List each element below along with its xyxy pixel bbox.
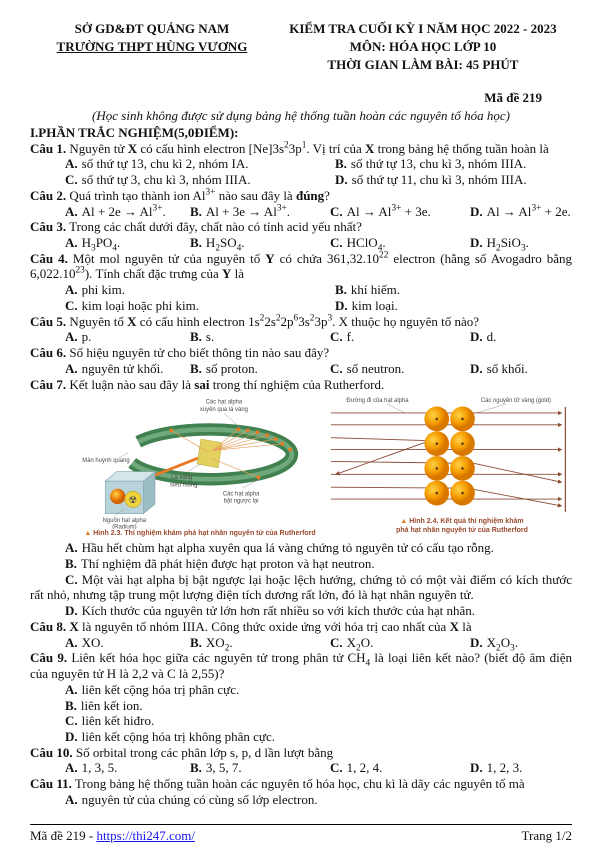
option-key: A.: [65, 203, 78, 219]
answer-option: [30, 572, 572, 603]
rutherford-result-figure: [326, 395, 598, 535]
question-label: Câu 8.: [30, 618, 67, 634]
option-text: $Al \to Al^{3+} + 3e$.: [346, 203, 431, 219]
option-text: 1, 2, 4.: [346, 760, 383, 776]
department-name: SỞ GD&ĐT QUẢNG NAM: [74, 21, 230, 36]
option-text: số khối.: [486, 360, 528, 376]
gold-foil: [197, 439, 222, 468]
option-text: $X_2O$.: [346, 634, 374, 654]
question-4: [30, 251, 572, 314]
rutherford-experiment-figure: [80, 395, 320, 538]
answer-option: [30, 540, 572, 556]
option-text: số thứ tự 13, chu kì 2, nhóm IA.: [81, 156, 249, 172]
question-10: [30, 745, 572, 776]
option-key: A.: [65, 791, 78, 807]
answer-option: [330, 235, 470, 254]
option-text: số proton.: [205, 360, 258, 376]
option-key: C.: [65, 172, 78, 188]
label-alpha-source: Nguồn hạt alpha: [102, 518, 147, 525]
section-title: I.PHẦN TRẮC NGHIỆM(5,0ĐIỂM):: [30, 125, 239, 140]
option-text: XO.: [81, 634, 104, 650]
question-text: Nguyên tố X có cấu hình electron $1s^22s^22p^63s^23p^3$. X thuộc họ nguyên tố nào?: [69, 313, 480, 329]
answer-option: [65, 760, 190, 776]
answer-option: [190, 329, 330, 345]
option-key: B.: [65, 697, 77, 713]
answer-option: [65, 298, 335, 314]
answer-option: [65, 329, 190, 345]
option-key: D.: [470, 235, 483, 251]
option-key: C.: [65, 571, 78, 587]
option-key: C.: [65, 713, 78, 729]
answer-option: [65, 361, 190, 377]
option-key: C.: [330, 360, 343, 376]
label-fluorescent-screen: Màn huỳnh quang: [82, 458, 130, 465]
question-5: [30, 314, 572, 345]
option-key: B.: [335, 156, 347, 172]
option-key: A.: [65, 282, 78, 298]
option-text: $H_2SO_4$.: [205, 235, 245, 254]
option-text: số thứ tự 3, chu kì 3, nhóm IIIA.: [81, 172, 251, 188]
exam-subject: MÔN: HÓA HỌC LỚP 10: [349, 39, 497, 55]
label-alpha-through-2: xuyên qua lá vàng: [199, 407, 248, 414]
option-key: D.: [65, 603, 78, 619]
footer-left: [30, 828, 195, 844]
caption-triangle-icon: ▲: [84, 530, 92, 538]
question-label: Câu 1.: [30, 140, 67, 156]
answer-option: [190, 204, 330, 220]
answer-option: [30, 603, 572, 619]
label-gold-foil-2: siêu mỏng: [170, 482, 198, 489]
footer-link[interactable]: https://thi247.com/: [96, 828, 196, 844]
rutherford-result-diagram: [326, 395, 598, 517]
question-6: [30, 345, 572, 376]
options: [30, 156, 572, 187]
answer-option: [330, 204, 470, 220]
option-text: Một vài hạt alpha bị bật ngược lại hoặc lệch hướng, chứng tỏ có một vài điểm có kích thước rất nhỏ, nhưng tập trung một lượng điện tích dương rất lớn, đó là hạt nhân nguyên tử.: [30, 571, 572, 603]
option-text: số thứ tự 13, chu kì 3, nhóm IIIA.: [350, 156, 527, 172]
exam-code: Mã đề 219: [484, 89, 542, 105]
answer-option: [335, 298, 572, 314]
answer-option: [190, 634, 330, 654]
option-key: C.: [330, 235, 343, 251]
question-11: [30, 776, 572, 807]
question-label: Câu 7.: [30, 376, 67, 392]
answer-option: [470, 760, 572, 776]
figure-caption-2-4: ▲ Hình 2.4. Kết quả thí nghiệm khám phá hạt nhân nguyên tử của Rutherford: [396, 518, 528, 535]
question-7: [30, 377, 572, 619]
options: [30, 204, 572, 220]
question-label: Câu 5.: [30, 313, 67, 329]
radiation-icon: ☢: [128, 495, 138, 507]
option-key: B.: [190, 235, 202, 251]
question-label: Câu 4.: [30, 250, 68, 266]
question-text: Trong các chất dưới đây, chất nào có tính acid yếu nhất?: [69, 219, 362, 235]
question-text: Liên kết hóa học giữa các nguyên tử trong phân tử $CH_4$ là loại liên kết nào? (biết độ âm điện của nguyên tử H là 2,2 và C là 2,55)?: [30, 650, 572, 682]
option-text: p.: [81, 329, 92, 345]
options: [30, 361, 572, 377]
option-text: f.: [346, 329, 355, 345]
label-gold-atoms: Các nguyên tử vàng (gold): [480, 398, 551, 405]
answer-option: [65, 235, 190, 254]
option-key: D.: [470, 634, 483, 650]
question-8: [30, 618, 572, 654]
question-text: Nguyên tử X có cấu hình electron $[Ne]3s^23p^1$. Vị trí của X trong bảng hệ thống tuần hoàn là: [69, 140, 549, 156]
option-key: B.: [190, 203, 202, 219]
option-text: phi kim.: [81, 282, 125, 298]
option-key: D.: [470, 329, 483, 345]
option-text: 3, 5, 7.: [205, 760, 242, 776]
answer-option: [65, 156, 335, 172]
answer-option: [30, 698, 572, 714]
option-key: A.: [65, 681, 78, 697]
question-1: [30, 141, 572, 188]
option-key: C.: [330, 329, 343, 345]
exam-duration: THỜI GIAN LÀM BÀI: 45 PHÚT: [327, 57, 519, 73]
page-footer: [30, 824, 572, 844]
answer-option: [30, 713, 572, 729]
option-text: liên kết cộng hóa trị phân cực.: [81, 681, 240, 697]
question-label: Câu 10.: [30, 744, 73, 760]
answer-option: [470, 634, 572, 654]
option-text: $H_2SiO_3$.: [486, 235, 529, 254]
question-9: [30, 650, 572, 744]
option-key: D.: [335, 172, 348, 188]
option-text: liên kết hiđro.: [81, 713, 155, 729]
answer-option: [65, 172, 335, 188]
option-text: kim loại.: [351, 297, 398, 313]
option-text: $XO_2$.: [205, 634, 233, 654]
option-key: D.: [335, 297, 348, 313]
exam-note: (Học sinh không được sử dụng bảng hệ thống tuần hoàn các nguyên tố hóa học): [92, 108, 510, 124]
question-label: Câu 6.: [30, 345, 67, 361]
option-text: s.: [205, 329, 215, 345]
answer-option: [30, 792, 572, 808]
option-key: A.: [65, 760, 78, 776]
option-text: liên kết ion.: [80, 697, 143, 713]
option-text: số thứ tự 11, chu kì 3, nhóm IIIA.: [351, 172, 527, 188]
answer-option: [330, 760, 470, 776]
question-text: Số orbital trong các phân lớp s, p, d lần lượt bằng: [75, 744, 334, 760]
option-key: A.: [65, 634, 78, 650]
option-text: nguyên tử của chúng có cùng số lớp electron.: [81, 791, 318, 807]
option-text: d.: [486, 329, 497, 345]
footer-code: Mã đề 219 -: [30, 828, 97, 844]
answer-option: [30, 729, 572, 745]
answer-option: [470, 329, 572, 345]
option-key: B.: [190, 329, 202, 345]
answer-option: [190, 235, 330, 254]
options: [30, 760, 572, 776]
question-text: Số hiệu nguyên tử cho biết thông tin nào sau đây?: [69, 345, 330, 361]
answer-option: [470, 361, 572, 377]
label-alpha-through: Các hạt alpha: [205, 399, 243, 406]
option-key: A.: [65, 360, 78, 376]
label-alpha-bounce-2: bật ngược lại: [223, 498, 259, 505]
option-key: C.: [65, 297, 78, 313]
option-text: HClO$_4$.: [346, 235, 386, 254]
option-text: $Al + 2e \to Al^{3+}$.: [81, 203, 166, 219]
question-label: Câu 3.: [30, 219, 67, 235]
options: [30, 634, 572, 654]
option-text: 1, 2, 3.: [486, 760, 523, 776]
answer-option: [335, 172, 572, 188]
answer-option: [470, 204, 572, 220]
option-text: $H_3PO_4$.: [81, 235, 121, 254]
rutherford-experiment-diagram: [80, 395, 320, 529]
label-gold-foil: Lá vàng: [171, 475, 193, 482]
question-text: Quá trình tạo thành ion $Al^{3+}$ nào sau đây là đúng?: [69, 187, 330, 203]
option-key: B.: [335, 282, 347, 298]
gold-atoms: [424, 407, 474, 506]
option-key: D.: [65, 728, 78, 744]
answer-option: [330, 329, 470, 345]
option-key: D.: [470, 760, 483, 776]
option-key: D.: [470, 360, 483, 376]
page-number: Trang 1/2: [521, 828, 572, 844]
figure-caption-2-3: ▲ Hình 2.3. Thí nghiệm khám phá hạt nhân nguyên tử của Rutherford: [84, 530, 316, 538]
answer-option: [190, 361, 330, 377]
question-label: Câu 11.: [30, 776, 72, 792]
option-key: B.: [190, 360, 202, 376]
option-text: nguyên tử khối.: [81, 360, 164, 376]
option-key: A.: [65, 235, 78, 251]
school-name: TRƯỜNG THPT HÙNG VƯƠNG: [56, 39, 248, 55]
option-key: B.: [190, 760, 202, 776]
options: [30, 235, 572, 254]
header-exam-block: [274, 20, 572, 75]
option-key: A.: [65, 156, 78, 172]
answer-option: [65, 635, 190, 651]
question-text: Trong bảng hệ thống tuần hoàn các nguyên tố hóa học, chu kì là dãy các nguyên tố mà: [74, 776, 525, 792]
option-text: Kích thước của nguyên tử lớn hơn rất nhiều so với kích thước của hạt nhân.: [81, 603, 476, 619]
option-key: C.: [330, 203, 343, 219]
answer-option: [190, 760, 330, 776]
label-alpha-source-2: (Radium): [112, 524, 137, 530]
option-text: $Al \to Al^{3+} + 2e$.: [486, 203, 571, 219]
answer-option: [65, 204, 190, 220]
label-alpha-bounce: Các hạt alpha: [222, 491, 260, 498]
answer-option: [30, 556, 572, 572]
question-text: Một mol nguyên tử của nguyên tố Y có chứa 361,32.10$^{22}$ electron (hằng số Avogadro bằng 6,022.10$^{23}$). Tính chất đặc trưng của Y là: [30, 250, 573, 282]
option-text: $Al + 3e \to Al^{3+}$.: [205, 203, 291, 219]
option-text: $X_2O_3$.: [486, 634, 519, 654]
answer-option: [30, 682, 572, 698]
answer-option: [330, 634, 470, 654]
option-text: liên kết cộng hóa trị không phân cực.: [81, 728, 275, 744]
question-3: [30, 219, 572, 254]
question-text: X là nguyên tố nhóm IIIA. Công thức oxide ứng với hóa trị cao nhất của X là: [69, 618, 472, 634]
question-label: Câu 2.: [30, 187, 67, 203]
option-key: A.: [65, 540, 78, 556]
option-key: C.: [330, 634, 343, 650]
option-text: số neutron.: [346, 360, 405, 376]
header-school-block: [30, 20, 274, 75]
exam-header: [30, 20, 572, 75]
option-text: 1, 3, 5.: [81, 760, 118, 776]
question-label: Câu 9.: [30, 650, 68, 666]
answer-option: [335, 156, 572, 172]
alpha-source: [105, 472, 155, 514]
option-key: B.: [65, 556, 77, 572]
rutherford-figures: [80, 395, 572, 538]
caption-triangle-icon: ▲: [400, 518, 408, 526]
option-text: Hầu hết chùm hạt alpha xuyên qua lá vàng chứng tỏ nguyên tử có cấu tạo rỗng.: [81, 540, 494, 556]
label-alpha-path: Đường đi của hạt alpha: [346, 398, 409, 405]
answer-option: [335, 282, 572, 298]
options: [30, 282, 572, 313]
options: [30, 329, 572, 345]
answer-option: [65, 282, 335, 298]
exam-title: KIỂM TRA CUỐI KỲ I NĂM HỌC 2022 - 2023: [289, 21, 557, 36]
option-text: Thí nghiệm đã phát hiện được hạt proton và hạt neutron.: [80, 556, 375, 572]
option-text: khí hiếm.: [350, 282, 401, 298]
answer-option: [330, 361, 470, 377]
option-text: kim loại hoặc phi kim.: [81, 297, 199, 313]
option-key: A.: [65, 329, 78, 345]
question-2: [30, 188, 572, 219]
option-key: B.: [190, 634, 202, 650]
option-key: D.: [470, 203, 483, 219]
question-text: Kết luận nào sau đây là sai trong thí nghiệm của Rutherford.: [69, 376, 385, 392]
answer-option: [470, 235, 572, 254]
option-key: C.: [330, 760, 343, 776]
